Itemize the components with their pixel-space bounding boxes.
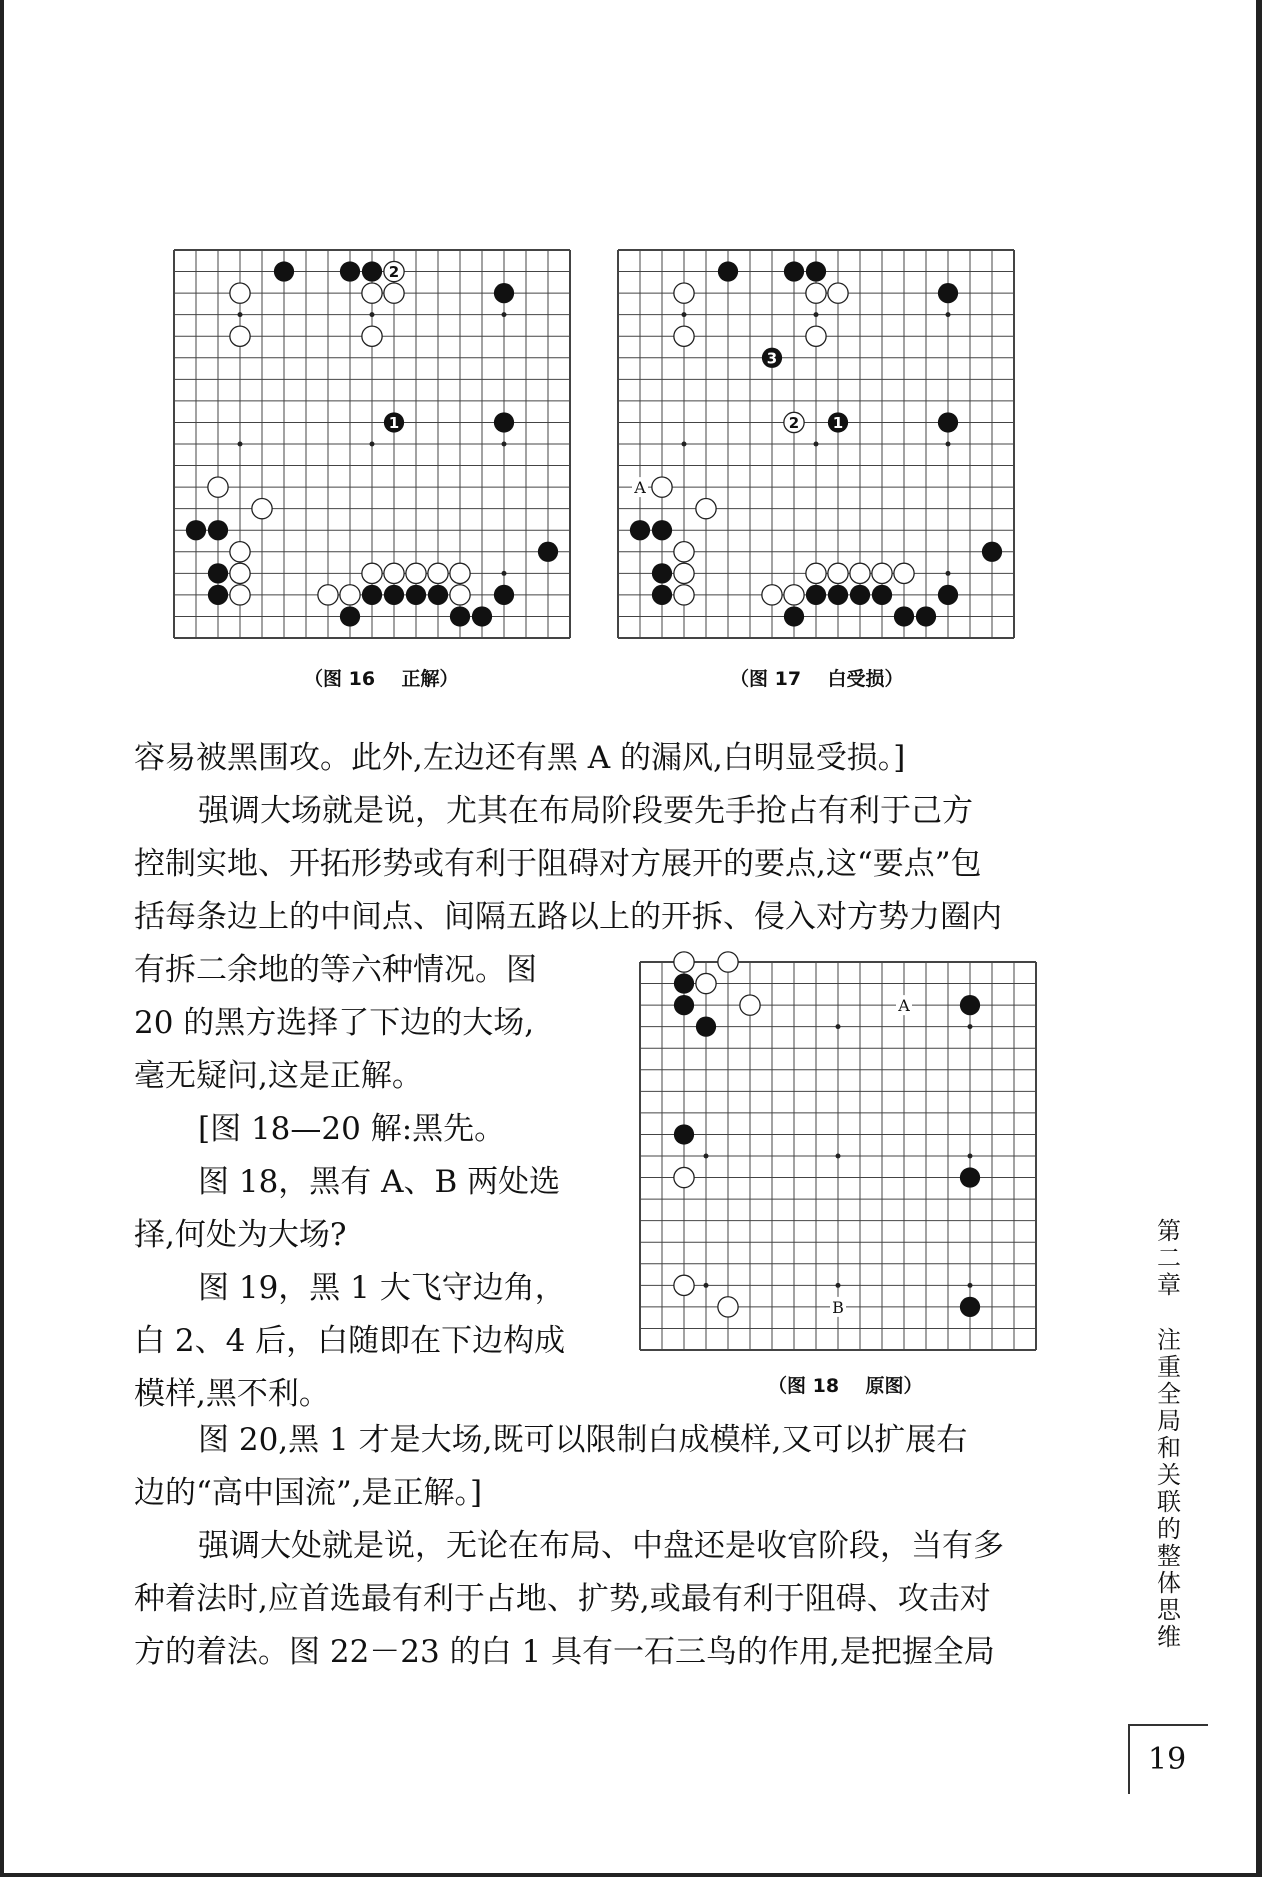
black-stone [362,261,382,281]
text-line: 图 19，黑 1 大飞守边角， [198,1270,566,1306]
black-stone [982,542,1002,562]
black-stone [828,585,848,605]
star-point [968,1154,973,1159]
white-stone [384,563,404,583]
text-line: [图 18—20 解:黑先。 [198,1111,506,1147]
star-point [836,1154,841,1159]
black-stone [538,542,558,562]
star-point [682,312,687,317]
star-point [946,442,951,447]
black-stone [208,520,228,540]
white-stone [318,585,338,605]
black-stone [938,585,958,605]
star-point [370,442,375,447]
text-line: 边的“高中国流”,是正解。] [134,1475,483,1511]
star-point [968,1024,973,1029]
white-stone [674,283,694,303]
black-stone [428,585,448,605]
text-line: 白 2、4 后，白随即在下边构成 [134,1323,566,1359]
text-line: 容易被黑围攻。此外,左边还有黑 A 的漏风,白明显受损。] [134,740,906,776]
go-board-figure-17 [618,250,1014,638]
black-stone [208,563,228,583]
white-stone [674,326,694,346]
black-stone [494,585,514,605]
white-stone [696,973,716,993]
white-stone [362,326,382,346]
black-stone [784,261,804,281]
text-line: 括每条边上的中间点、间隔五路以上的开拆、侵入对方势力圈内 [134,899,1002,935]
white-stone [806,326,826,346]
go-board-svg [174,250,570,638]
text-line: 强调大场就是说，尤其在布局阶段要先手抢占有利于己方 [198,793,973,829]
point-letter: A [898,996,910,1016]
black-stone [652,585,672,605]
text-line: 图 18，黑有 A、B 两处选 [198,1164,561,1200]
black-stone [630,520,650,540]
star-point [704,1283,709,1288]
white-stone [230,563,250,583]
chapter-title: 注重全局和关联的整体思维 [1157,1326,1181,1651]
text-line: 毫无疑问,这是正解。 [134,1058,423,1094]
white-stone [252,499,272,519]
body-text-bottom [134,1414,1004,1679]
star-point [238,442,243,447]
black-stone [652,520,672,540]
star-point [946,312,951,317]
white-stone [362,283,382,303]
white-stone [674,952,694,972]
white-stone [428,563,448,583]
white-stone [340,585,360,605]
star-point [238,312,243,317]
move-number: 2 [388,263,400,282]
white-stone [674,585,694,605]
move-number: 1 [832,413,844,432]
star-point [502,312,507,317]
star-point [682,442,687,447]
go-board-svg [640,962,1036,1350]
page-number: 19 [1148,1742,1187,1777]
text-line: 20 的黑方选择了下边的大场, [134,1005,535,1041]
move-number: 3 [766,349,778,368]
black-stone [960,1167,980,1187]
move-number: 1 [388,413,400,432]
body-text-top [134,732,1002,944]
go-board-figure-18 [640,962,1036,1350]
white-stone [450,563,470,583]
body-text-left-column [134,944,566,1421]
text-line: 方的着法。图 22－23 的白 1 具有一石三鸟的作用,是把握全局 [134,1634,995,1670]
white-stone [740,995,760,1015]
chapter-number: 第二章 [1157,1217,1181,1299]
white-stone [208,477,228,497]
black-stone [784,606,804,626]
white-stone [784,585,804,605]
text-line: 择,何处为大场? [134,1217,347,1253]
white-stone [696,499,716,519]
star-point [502,442,507,447]
point-letter: B [832,1297,844,1317]
black-stone [362,585,382,605]
black-stone [274,261,294,281]
white-stone [674,563,694,583]
white-stone [230,283,250,303]
figure-18-caption: （图 18 原图） [768,1375,923,1397]
white-stone [894,563,914,583]
white-stone [674,1275,694,1295]
star-point [946,571,951,576]
star-point [370,312,375,317]
star-point [836,1024,841,1029]
white-stone [230,326,250,346]
go-board-figure-16 [174,250,570,638]
white-stone [718,952,738,972]
white-stone [362,563,382,583]
white-stone [230,585,250,605]
black-stone [916,606,936,626]
text-line: 模样,黑不利。 [134,1376,330,1412]
black-stone [806,585,826,605]
black-stone [186,520,206,540]
text-line: 种着法时,应首选最有利于占地、扩势,或最有利于阻碍、攻击对 [134,1581,991,1617]
black-stone [472,606,492,626]
black-stone [718,261,738,281]
black-stone [960,1297,980,1317]
white-stone [674,1167,694,1187]
figure-17-caption: （图 17 白受损） [730,668,904,690]
white-stone [872,563,892,583]
black-stone [674,995,694,1015]
star-point [814,442,819,447]
star-point [502,571,507,576]
white-stone [828,283,848,303]
black-stone [850,585,870,605]
black-stone [340,606,360,626]
star-point [968,1283,973,1288]
white-stone [718,1297,738,1317]
white-stone [828,563,848,583]
black-stone [208,585,228,605]
point-letter: A [634,478,646,498]
white-stone [850,563,870,583]
white-stone [406,563,426,583]
figure-16-caption: （图 16 正解） [304,668,459,690]
white-stone [806,283,826,303]
black-stone [938,283,958,303]
move-number: 2 [788,413,800,432]
text-line: 强调大处就是说，无论在布局、中盘还是收官阶段，当有多 [198,1528,1004,1564]
black-stone [450,606,470,626]
black-stone [938,412,958,432]
black-stone [674,1124,694,1144]
black-stone [494,412,514,432]
text-line: 控制实地、开拓形势或有利于阻碍对方展开的要点,这“要点”包 [134,846,982,882]
white-stone [674,542,694,562]
white-stone [450,585,470,605]
black-stone [384,585,404,605]
black-stone [674,973,694,993]
black-stone [960,995,980,1015]
star-point [836,1283,841,1288]
black-stone [872,585,892,605]
black-stone [696,1017,716,1037]
black-stone [652,563,672,583]
white-stone [762,585,782,605]
white-stone [384,283,404,303]
black-stone [806,261,826,281]
star-point [814,312,819,317]
white-stone [652,477,672,497]
star-point [704,1154,709,1159]
black-stone [406,585,426,605]
book-page [4,0,1256,1873]
black-stone [894,606,914,626]
black-stone [494,283,514,303]
text-line: 有拆二余地的等六种情况。图 [134,952,537,988]
text-line: 图 20,黑 1 才是大场,既可以限制白成模样,又可以扩展右 [198,1422,968,1458]
black-stone [340,261,360,281]
chapter-sidebar [1152,1218,1186,1651]
white-stone [230,542,250,562]
white-stone [806,563,826,583]
go-board-svg [618,250,1014,638]
